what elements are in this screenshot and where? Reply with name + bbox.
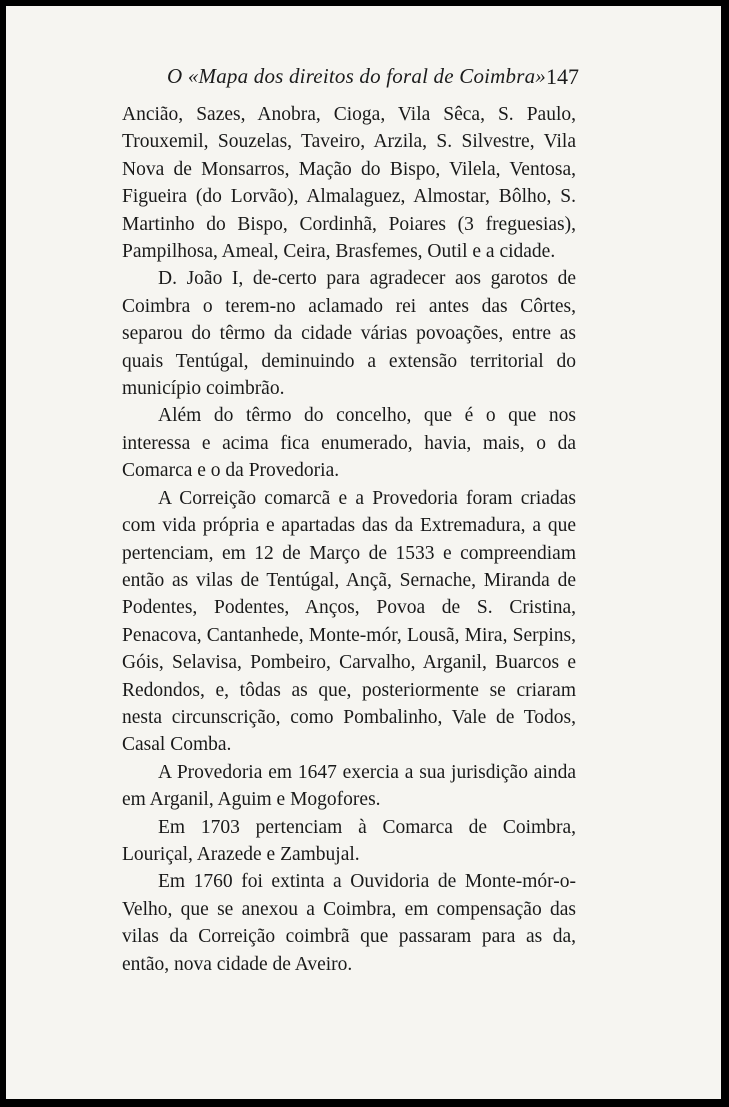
running-title: O «Mapa dos direitos do foral de Coimbra» bbox=[167, 64, 547, 88]
paragraph-provedoria-1647: A Provedoria em 1647 exercia a sua jurisdição ainda em Arganil, Aguim e Mogofores. bbox=[122, 761, 576, 811]
paragraph-termo-concelho: Além do têrmo do concelho, que é o que nos interessa e acima fica enumerado, havia, mais, o da Comarca e o da Provedoria. bbox=[122, 405, 576, 482]
body-text bbox=[122, 101, 576, 978]
paragraph-comarca-1703: Em 1703 pertenciam à Comarca de Coimbra, Louriçal, Arazede e Zambujal. bbox=[122, 816, 576, 865]
page-header bbox=[167, 64, 579, 94]
paragraph-joao-i: D. João I, de-certo para agradecer aos garotos de Coimbra o terem-no aclamado rei antes das Côrtes, separou do têrmo da cidade várias povoações, entre as quais Tentúgal, deminuindo a extensão territorial do município coimbrão. bbox=[122, 268, 576, 400]
book-page bbox=[6, 6, 721, 1099]
page-number: 147 bbox=[546, 64, 579, 89]
paragraph-place-list: Ancião, Sazes, Anobra, Cioga, Vila Sêca, S. Paulo, Trouxemil, Souzelas, Taveiro, Arzila, S. Silvestre, Vila Nova de Monsarros, Mação do Bispo, Vilela, Ventosa, Figueira (do Lorvão), Almalaguez, Almostar, Bôlho, S. Martinho do Bispo, Cordinhã, Poiares (3 freguesias), Pampilhosa, Ameal, Ceira, Brasfemes, Outil e a cidade. bbox=[122, 104, 576, 263]
paragraph-ouvidoria-1760: Em 1760 foi extinta a Ouvidoria de Monte-mór-o-Velho, que se anexou a Coimbra, em compensação das vilas da Correição coimbrã que passaram para as da, então, nova cidade de Aveiro. bbox=[122, 871, 576, 975]
paragraph-correicao: A Correição comarcã e a Provedoria foram criadas com vida própria e apartadas das da Extremadura, a que pertenciam, em 12 de Março de 1533 e compreendiam então as vilas de Tentúgal, Ançã, Sernache, Miranda de Podentes, Podentes, Anços, Povoa de S. Cristina, Penacova, Cantanhede, Monte-mór, Lousã, Mira, Serpins, Góis, Selavisa, Pombeiro, Carvalho, Arganil, Buarcos e Redondos, e, tôdas as que, posteriormente se criaram nesta circunscrição, como Pombalinho, Vale de Todos, Casal Comba. bbox=[122, 487, 576, 756]
